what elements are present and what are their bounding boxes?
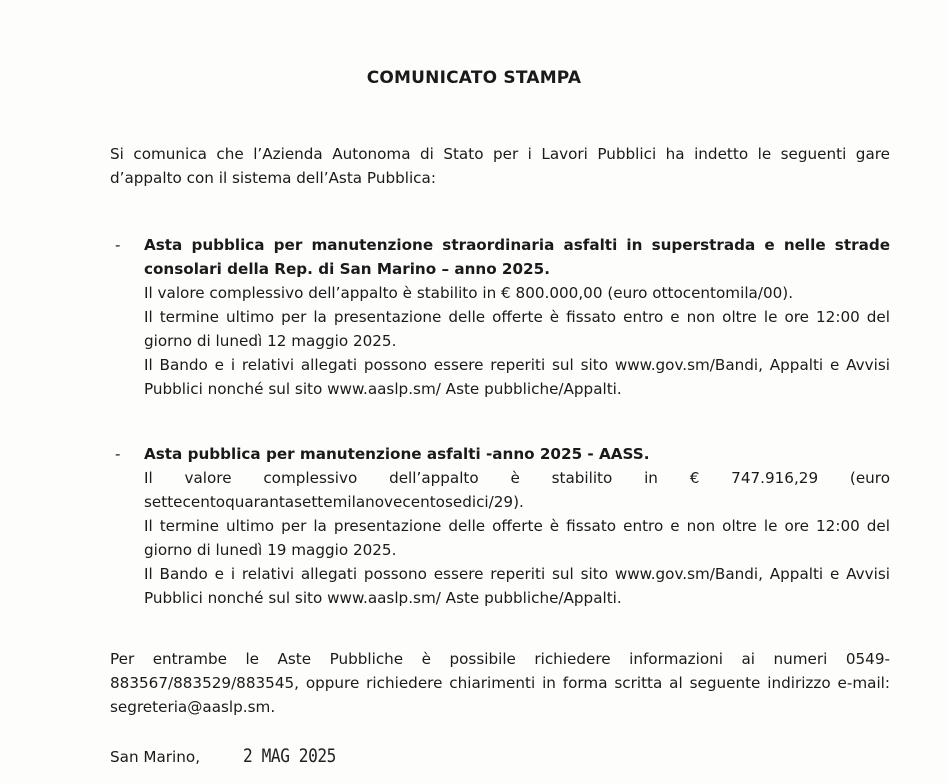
closing-paragraph: Per entrambe le Aste Pubbliche è possibile richiedere informazioni ai numeri 0549-883567/883529/883545, oppure richiedere chiarimenti in forma scritta al seguente indirizzo e-mail: segreteria@aaslp.sm. bbox=[110, 650, 890, 716]
auction-deadline: Il termine ultimo per la presentazione delle offerte è fissato entro e non oltre le ore 12:00 del giorno di lunedì 19 maggio 2025. bbox=[144, 517, 890, 559]
auction-value: Il valore complessivo dell’appalto è stabilito in € 800.000,00 (euro ottocentomila/00). bbox=[144, 284, 794, 302]
auction-documents: Il Bando e i relativi allegati possono essere reperiti sul sito www.gov.sm/Bandi, Appalti e Avvisi Pubblici nonché sul sito www.aaslp.sm/ Aste pubbliche/Appalti. bbox=[144, 565, 890, 607]
auction-heading: Asta pubblica per manutenzione straordinaria asfalti in superstrada e nelle strade consolari della Rep. di San Marino – anno 2025. bbox=[144, 236, 890, 278]
date-stamp: 2 MAG 2025 bbox=[243, 745, 336, 767]
signature-place: San Marino, bbox=[110, 748, 201, 766]
auction-heading: Asta pubblica per manutenzione asfalti -anno 2025 - AASS. bbox=[144, 445, 650, 463]
intro-paragraph: Si comunica che l’Azienda Autonoma di Stato per i Lavori Pubblici ha indetto le seguenti gare d’appalto con il sistema dell’Asta Pubblica: bbox=[110, 145, 890, 187]
auction-documents: Il Bando e i relativi allegati possono essere reperiti sul sito www.gov.sm/Bandi, Appalti e Avvisi Pubblici nonché sul sito www.aaslp.sm/ Aste pubbliche/Appalti. bbox=[144, 356, 890, 398]
document-title: COMUNICATO STAMPA bbox=[366, 68, 582, 88]
auction-deadline: Il termine ultimo per la presentazione delle offerte è fissato entro e non oltre le ore 12:00 del giorno di lunedì 12 maggio 2025. bbox=[144, 308, 890, 350]
bullet-dash: - bbox=[115, 236, 121, 254]
auction-value: Il valore complessivo dell’appalto è stabilito in € 747.916,29 (euro settecentoquarantasettemilanovecentosedici/29). bbox=[144, 469, 890, 511]
bullet-dash: - bbox=[115, 445, 121, 463]
